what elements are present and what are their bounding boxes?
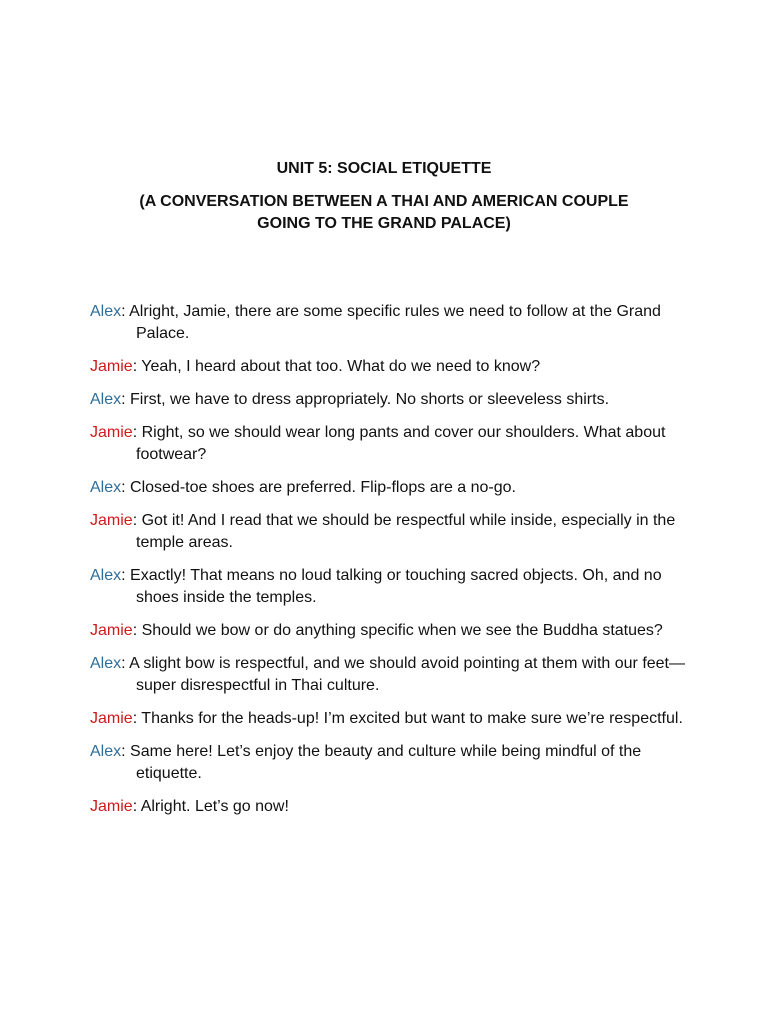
speaker-name: Alex xyxy=(90,479,122,496)
speaker-name: Alex xyxy=(90,655,122,672)
unit-title: UNIT 5: SOCIAL ETIQUETTE xyxy=(276,160,492,177)
speaker-name: Jamie xyxy=(90,798,133,815)
unit-subtitle xyxy=(0,191,768,235)
unit-subtitle-line-2: GOING TO THE GRAND PALACE) xyxy=(257,215,511,232)
dialogue-line xyxy=(90,422,690,466)
dialogue-line xyxy=(90,565,690,609)
speaker-name: Alex xyxy=(90,567,122,584)
dialogue-line xyxy=(90,510,690,554)
speaker-name: Jamie xyxy=(90,710,133,727)
dialogue-text: : Thanks for the heads-up! I’m excited but want to make sure we’re respectful. xyxy=(132,710,683,727)
speaker-name: Alex xyxy=(90,391,122,408)
dialogue-line xyxy=(90,356,690,378)
dialogue-text: : Right, so we should wear long pants and cover our shoulders. What about footwear? xyxy=(132,424,666,463)
speaker-name: Jamie xyxy=(90,358,133,375)
speaker-name: Alex xyxy=(90,303,122,320)
dialogue-text: : Alright. Let’s go now! xyxy=(132,798,289,815)
dialogue-line xyxy=(90,708,690,730)
dialogue-line xyxy=(90,389,690,411)
speaker-name: Jamie xyxy=(90,622,133,639)
unit-subtitle-line-1: (A CONVERSATION BETWEEN A THAI AND AMERICAN COUPLE xyxy=(139,193,629,210)
dialogue-text: : Alright, Jamie, there are some specific rules we need to follow at the Grand Palace. xyxy=(121,303,661,342)
dialogue-line xyxy=(90,796,690,818)
dialogue-text: : First, we have to dress appropriately. No shorts or sleeveless shirts. xyxy=(121,391,610,408)
dialogue-line xyxy=(90,301,690,345)
speaker-name: Jamie xyxy=(90,512,133,529)
dialogue-line xyxy=(90,653,690,697)
speaker-name: Jamie xyxy=(90,424,133,441)
dialogue-text: : Got it! And I read that we should be respectful while inside, especially in the temple areas. xyxy=(132,512,676,551)
dialogue-line xyxy=(90,741,690,785)
dialogue-text: : Same here! Let’s enjoy the beauty and culture while being mindful of the etiquette. xyxy=(121,743,642,782)
speaker-name: Alex xyxy=(90,743,122,760)
dialogue-text: : Should we bow or do anything specific when we see the Buddha statues? xyxy=(132,622,663,639)
dialogue-list xyxy=(90,301,690,829)
dialogue-text: : A slight bow is respectful, and we should avoid pointing at them with our feet—super disrespectful in Thai culture. xyxy=(121,655,685,694)
dialogue-line xyxy=(90,620,690,642)
dialogue-text: : Exactly! That means no loud talking or touching sacred objects. Oh, and no shoes inside the temples. xyxy=(121,567,662,606)
dialogue-text: : Yeah, I heard about that too. What do we need to know? xyxy=(132,358,541,375)
dialogue-line xyxy=(90,477,690,499)
dialogue-text: : Closed-toe shoes are preferred. Flip-flops are a no-go. xyxy=(121,479,516,496)
